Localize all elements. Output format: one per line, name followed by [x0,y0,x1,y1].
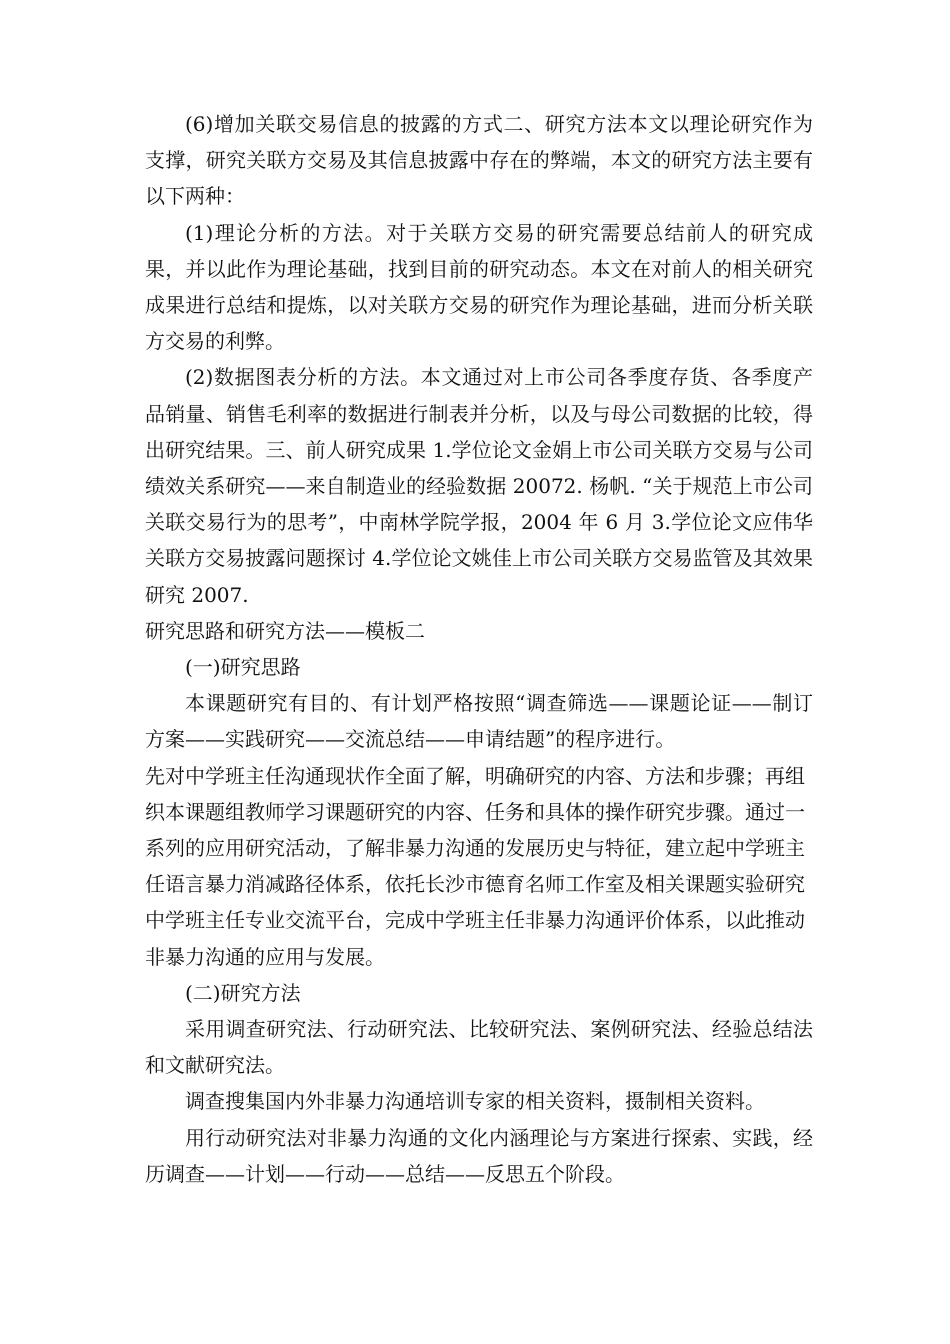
subheading-research-methods: (二)研究方法 [185,980,301,1005]
paragraph-theory-analysis: (1)理论分析的方法。对于关联方交易的研究需要总结前人的研究成果，并以此作为理论基础，找到目前的研究动态。本文在对前人的相关研究成果进行总结和提炼，以对关联方交易的研究作为理论基础，进而分析关联方交易的利弊。 [145,220,813,354]
paragraph-research-plan: 先对中学班主任沟通现状作全面了解，明确研究的内容、方法和步骤；再组织本课题组教师学习课题研究的内容、任务和具体的操作研究步骤。通过一系列的应用研究活动，了解非暴力沟通的发展历史与特征，建立起中学班主任语言暴力消减路径体系，依托长沙市德育名师工作室及相关课题实验研究中学班主任专业交流平台，完成中学班主任非暴力沟通评价体系，以此推动非暴力沟通的应用与发展。 [145,763,805,969]
paragraph-research-procedure: 本课题研究有目的、有计划严格按照“调查筛选——课题论证——制订方案——实践研究——交流总结——申请结题”的程序进行。 [145,691,813,752]
document-body [145,106,813,1192]
section-title-template-two: 研究思路和研究方法——模板二 [145,618,425,643]
paragraph-action-research: 用行动研究法对非暴力沟通的文化内涵理论与方案进行探索、实践，经历调查——计划——行动——总结——反思五个阶段。 [145,1125,813,1186]
paragraph-methods-list: 采用调查研究法、行动研究法、比较研究法、案例研究法、经验总结法和文献研究法。 [145,1017,813,1078]
paragraph-survey-method: 调查搜集国内外非暴力沟通培训专家的相关资料，摄制相关资料。 [185,1089,765,1114]
paragraph-disclosure-methods: (6)增加关联交易信息的披露的方式二、研究方法本文以理论研究作为支撑，研究关联方交易及其信息披露中存在的弊端，本文的研究方法主要有以下两种： [145,112,813,209]
paragraph-data-chart-analysis: (2)数据图表分析的方法。本文通过对上市公司各季度存货、各季度产品销量、销售毛利率的数据进行制表并分析，以及与母公司数据的比较，得出研究结果。三、前人研究成果 1.学位论文金娟上市公司关联方交易与公司绩效关系研究——来自制造业的经验数据 20072. 杨帆. “关于规范上市公司关联交易行为的思考”，中南林学院学报，2004 年 6 月 3.学位论文应伟华关联方交易披露问题探讨 4.学位论文姚佳上市公司关联方交易监管及其效果研究 2007. [145,365,813,607]
subheading-research-approach: (一)研究思路 [185,655,301,680]
